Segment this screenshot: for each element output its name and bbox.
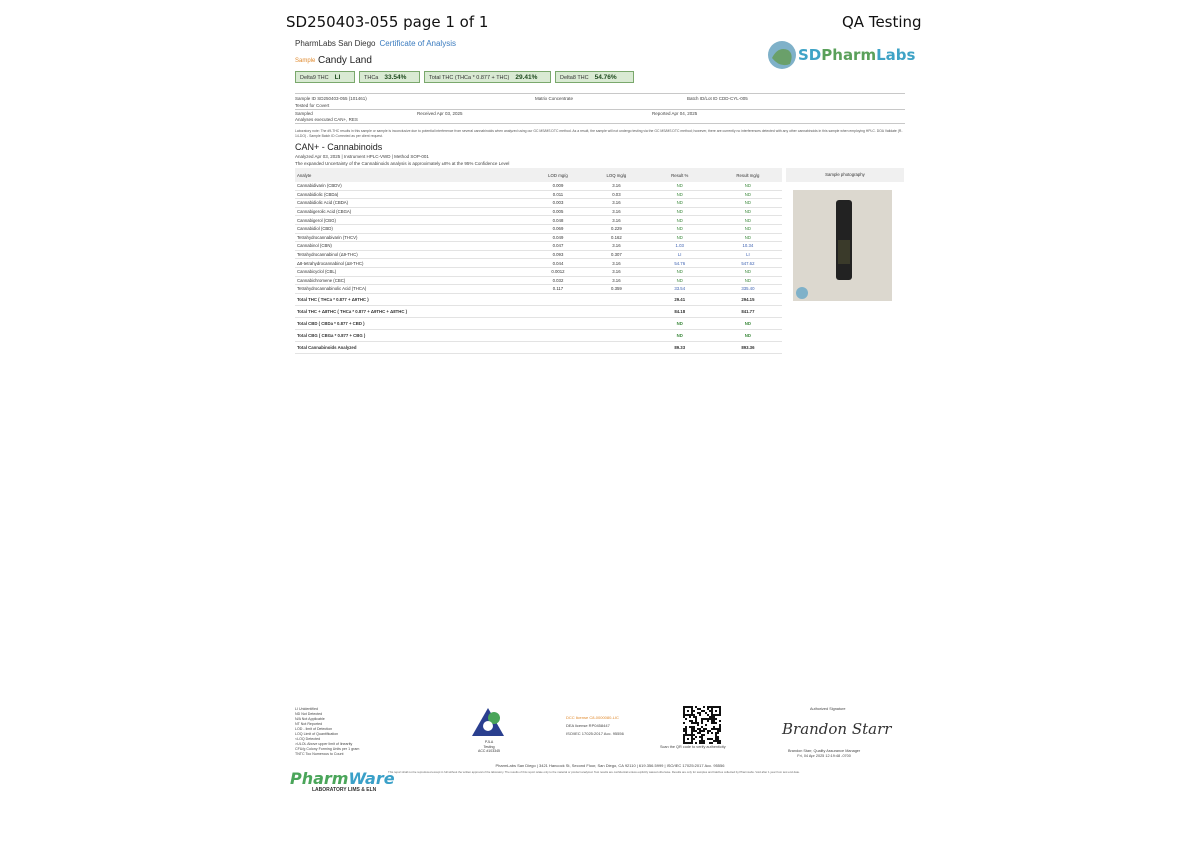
result-pct-cell: 54.76 bbox=[646, 259, 714, 268]
signature: Brandon Starr bbox=[782, 720, 892, 738]
loq-cell bbox=[587, 293, 645, 305]
lod-cell: 0.093 bbox=[529, 250, 587, 259]
lod-cell bbox=[529, 317, 587, 329]
table-row bbox=[295, 285, 782, 294]
analyte-cell: Cannabichromene (CBC) bbox=[295, 276, 529, 285]
result-pct-cell: ND bbox=[646, 329, 714, 341]
result-pct-cell: LI bbox=[646, 250, 714, 259]
table-row bbox=[295, 224, 782, 233]
meta-sampled: Sampled bbox=[295, 111, 313, 116]
signature-label: Authorized Signature bbox=[810, 707, 846, 711]
total-row bbox=[295, 317, 782, 329]
divider bbox=[295, 109, 905, 110]
qa-testing-title: QA Testing bbox=[842, 13, 922, 31]
analyte-cell: Cannabicyclol (CBL) bbox=[295, 267, 529, 276]
result-mgg-cell: ND bbox=[714, 216, 782, 225]
loq-cell: 3.16 bbox=[587, 267, 645, 276]
loq-cell: 0.229 bbox=[587, 224, 645, 233]
loq-cell: 0.359 bbox=[587, 285, 645, 294]
table-row bbox=[295, 190, 782, 199]
legend-item: LI Unidentified bbox=[295, 707, 318, 711]
result-mgg-cell: 841.77 bbox=[714, 305, 782, 317]
table-row bbox=[295, 216, 782, 225]
pjla-accreditation-icon bbox=[470, 706, 506, 738]
legend-item: >ULOL Above upper limit of linearity bbox=[295, 742, 353, 746]
pjla-caption: PJLA Testing ACC #103345 bbox=[478, 740, 500, 753]
loq-cell bbox=[587, 341, 645, 353]
lod-cell: 0.117 bbox=[529, 285, 587, 294]
loq-cell: 3.16 bbox=[587, 199, 645, 208]
badge-total-thc: Total THC (THCa * 0.877 + THC) 29.41% bbox=[424, 71, 551, 83]
meta-batch: Batch ID/Lot ID CDD-CYL-005 bbox=[687, 96, 748, 101]
lod-cell: 0.047 bbox=[529, 242, 587, 251]
meta-matrix: Matrix Concentrate bbox=[535, 96, 574, 101]
result-pct-cell: ND bbox=[646, 190, 714, 199]
result-mgg-cell: 547.62 bbox=[714, 259, 782, 268]
table-row bbox=[295, 242, 782, 251]
legend-item: ND Not Detected bbox=[295, 712, 323, 716]
legend-item: TNTC Too Numerous to Count bbox=[295, 752, 344, 756]
lod-cell bbox=[529, 293, 587, 305]
total-row bbox=[295, 329, 782, 341]
result-pct-cell: 84.18 bbox=[646, 305, 714, 317]
legend-item: LOD - limit of Detection bbox=[295, 727, 333, 731]
total-row bbox=[295, 305, 782, 317]
result-pct-cell: ND bbox=[646, 233, 714, 242]
badge-thca: THCa 33.54% bbox=[359, 71, 420, 83]
result-pct-cell: ND bbox=[646, 267, 714, 276]
cartridge-label bbox=[838, 240, 850, 264]
result-mgg-cell: 335.40 bbox=[714, 285, 782, 294]
analyte-cell: Cannabidiolic Acid (CBDA) bbox=[295, 199, 529, 208]
result-mgg-cell: 893.36 bbox=[714, 341, 782, 353]
analyte-cell: Total CBD ( CBDa * 0.877 + CBD ) bbox=[295, 317, 529, 329]
result-pct-cell: 1.03 bbox=[646, 242, 714, 251]
result-pct-cell: ND bbox=[646, 207, 714, 216]
results-table bbox=[295, 168, 782, 354]
analyte-cell: Tetrahydrocannabivarin (THCV) bbox=[295, 233, 529, 242]
lod-cell: 0.048 bbox=[529, 216, 587, 225]
legend-item: CFU/g Colony Forming Units per 1 gram bbox=[295, 747, 360, 751]
result-mgg-cell: ND bbox=[714, 224, 782, 233]
photo-header: Sample photography bbox=[786, 168, 904, 182]
logo-wordmark: SDPharmLabs bbox=[798, 46, 916, 64]
photo-logo-icon bbox=[796, 287, 808, 299]
meta-reported: Reported Apr 04, 2025 bbox=[652, 111, 698, 116]
divider bbox=[295, 123, 905, 124]
lab-note: Laboratory note: The d9-THC results in this sample or sample is inconclusive due to potential interference from several cannabinoids when analyzed using our GC MS/MS DTC method. As a result, the sample will not undergo testing via the GC MS/MS DTC method; however, there are currently no interferences detected with any other cannabinoids in this sample when employing HPLC. DOA Validate (R-14-DO) - Sample Batch ID Corrected as per client request. bbox=[295, 129, 903, 138]
result-mgg-cell: ND bbox=[714, 276, 782, 285]
result-mgg-cell: ND bbox=[714, 329, 782, 341]
analyte-cell: Cannabinol (CBN) bbox=[295, 242, 529, 251]
loq-cell: 0.307 bbox=[587, 250, 645, 259]
legend bbox=[295, 707, 359, 757]
analyte-cell: Total Cannabinoids Analyzed bbox=[295, 341, 529, 353]
uncertainty-note: The expanded Uncertainty of the Cannabinoids analysis is approximately ±8% at the 95% Confidence Level bbox=[295, 161, 510, 166]
table-row bbox=[295, 199, 782, 208]
qr-caption: Scan the QR code to verify authenticity bbox=[660, 745, 726, 749]
lod-cell: 0.0012 bbox=[529, 267, 587, 276]
result-mgg-cell: ND bbox=[714, 199, 782, 208]
disclaimer: This report shall not be reproduced except in full without the written approval of the laboratory. The results of this report relate only to the material or product analyzed. Test results are confidential unless explicitly waived otherwise. Results are only for samples and batches collected by PharmLabs. Void after 1 year from test end date. bbox=[388, 770, 800, 774]
analyte-cell: Cannabigerolic Acid (CBGA) bbox=[295, 207, 529, 216]
loq-cell bbox=[587, 317, 645, 329]
table-row bbox=[295, 233, 782, 242]
table-row bbox=[295, 207, 782, 216]
meta-tested-for: Tested for Covert bbox=[295, 103, 330, 108]
license-info: DCC license C8-0000080-LIC DEA license RP0458447 ISO/IEC 17025:2017 Acc. 95556 bbox=[566, 715, 624, 736]
result-mgg-cell: ND bbox=[714, 207, 782, 216]
result-mgg-cell: ND bbox=[714, 267, 782, 276]
analyte-cell: Cannabigerol (CBG) bbox=[295, 216, 529, 225]
result-pct-cell: ND bbox=[646, 317, 714, 329]
col-result-pct: Result % bbox=[646, 168, 714, 182]
meta-received: Received Apr 03, 2025 bbox=[417, 111, 463, 116]
result-mgg-cell: ND bbox=[714, 317, 782, 329]
result-pct-cell: 33.54 bbox=[646, 285, 714, 294]
lod-cell: 0.044 bbox=[529, 259, 587, 268]
lod-cell bbox=[529, 305, 587, 317]
doc-type: Certificate of Analysis bbox=[379, 39, 456, 48]
qr-code-icon[interactable] bbox=[683, 706, 721, 744]
badge-delta9: Delta9 THC LI bbox=[295, 71, 355, 83]
col-loq: LOQ mg/g bbox=[587, 168, 645, 182]
lod-cell: 0.003 bbox=[529, 199, 587, 208]
analyte-cell: Δ8-tetrahydrocannabinol (Δ8-THC) bbox=[295, 259, 529, 268]
legend-item: LOQ Limit of Quantification bbox=[295, 732, 339, 736]
legend-item: NT Not Reported bbox=[295, 722, 323, 726]
result-mgg-cell: ND bbox=[714, 190, 782, 199]
col-lod: LOD mg/g bbox=[529, 168, 587, 182]
result-pct-cell: ND bbox=[646, 199, 714, 208]
lod-cell: 0.005 bbox=[529, 207, 587, 216]
lab-name: PharmLabs San Diego bbox=[295, 39, 376, 48]
result-mgg-cell: ND bbox=[714, 233, 782, 242]
result-mgg-cell: 294.15 bbox=[714, 293, 782, 305]
total-row bbox=[295, 341, 782, 353]
total-row bbox=[295, 293, 782, 305]
loq-cell: 3.16 bbox=[587, 182, 645, 190]
lod-cell bbox=[529, 341, 587, 353]
divider bbox=[295, 93, 905, 94]
analyte-cell: Cannabidivarin (CBDV) bbox=[295, 182, 529, 190]
loq-cell bbox=[587, 305, 645, 317]
result-mgg-cell: ND bbox=[714, 182, 782, 190]
table-row bbox=[295, 250, 782, 259]
lod-cell: 0.049 bbox=[529, 233, 587, 242]
col-result-mgg: Result mg/g bbox=[714, 168, 782, 182]
loq-cell: 3.16 bbox=[587, 259, 645, 268]
meta-sample-id: Sample ID SD250403-055 (101461) bbox=[295, 96, 367, 101]
loq-cell: 3.16 bbox=[587, 216, 645, 225]
page-id: SD250403-055 page 1 of 1 bbox=[286, 13, 489, 31]
result-pct-cell: ND bbox=[646, 182, 714, 190]
loq-cell: 3.16 bbox=[587, 242, 645, 251]
badge-delta8: Delta8 THC 54.76% bbox=[555, 71, 634, 83]
lab-line bbox=[295, 39, 456, 48]
legend-item: N/A Not Applicable bbox=[295, 717, 325, 721]
analyte-cell: Cannabidiolic (CBDa) bbox=[295, 190, 529, 199]
analyte-cell: Total THC + Δ8THC ( THCa * 0.877 + Δ9THC + Δ8THC ) bbox=[295, 305, 529, 317]
lod-cell: 0.009 bbox=[529, 182, 587, 190]
legend-item: <LOQ Detected bbox=[295, 737, 321, 741]
lab-address: PharmLabs San Diego | 3421 Hancock St, Second Floor, San Diego, CA 92110 | 619.356.5999 | ISO/IEC 17025:2017 Acc. 95556 bbox=[495, 763, 725, 768]
loq-cell: 3.16 bbox=[587, 276, 645, 285]
result-pct-cell: ND bbox=[646, 224, 714, 233]
loq-cell: 0.162 bbox=[587, 233, 645, 242]
table-header-row bbox=[295, 168, 782, 182]
table-row bbox=[295, 259, 782, 268]
section-title: CAN+ - Cannabinoids bbox=[295, 142, 383, 152]
loq-cell bbox=[587, 329, 645, 341]
lod-cell: 0.032 bbox=[529, 276, 587, 285]
result-pct-cell: 89.33 bbox=[646, 341, 714, 353]
table-row bbox=[295, 267, 782, 276]
loq-cell: 3.16 bbox=[587, 207, 645, 216]
pharmware-logo: PharmWare bbox=[290, 769, 395, 788]
pharmware-subtitle: LABORATORY LIMS & ELN bbox=[312, 787, 377, 793]
analyte-cell: Tetrahydrocannabinol (Δ9-THC) bbox=[295, 250, 529, 259]
sample-name: Candy Land bbox=[318, 55, 372, 66]
analyte-cell: Total THC ( THCa * 0.877 + Δ9THC ) bbox=[295, 293, 529, 305]
result-pct-cell: ND bbox=[646, 276, 714, 285]
result-pct-cell: 29.41 bbox=[646, 293, 714, 305]
lod-cell: 0.069 bbox=[529, 224, 587, 233]
lod-cell: 0.011 bbox=[529, 190, 587, 199]
table-row bbox=[295, 182, 782, 190]
table-row bbox=[295, 276, 782, 285]
result-mgg-cell: LI bbox=[714, 250, 782, 259]
analyte-cell: Cannabidiol (CBD) bbox=[295, 224, 529, 233]
result-mgg-cell: 10.34 bbox=[714, 242, 782, 251]
col-analyte: Analyte bbox=[295, 168, 529, 182]
signature-caption: Brandon Starr, Quality Assurance Manager Fri, 04 Apr 2025 12:19:48 -0700 bbox=[788, 749, 861, 758]
section-subtitle: Analyzed Apr 03, 2025 | Instrument HPLC-VWD | Method SOP-001 bbox=[295, 154, 429, 159]
analyte-cell: Total CBG ( CBGa * 0.877 + CBG ) bbox=[295, 329, 529, 341]
analyte-cell: Tetrahydrocannabinolic Acid (THCA) bbox=[295, 285, 529, 294]
result-pct-cell: ND bbox=[646, 216, 714, 225]
sample-label: Sample bbox=[295, 58, 316, 64]
lod-cell bbox=[529, 329, 587, 341]
meta-analyses: Analyses executed CAN+, RES bbox=[295, 117, 358, 122]
loq-cell: 0.03 bbox=[587, 190, 645, 199]
